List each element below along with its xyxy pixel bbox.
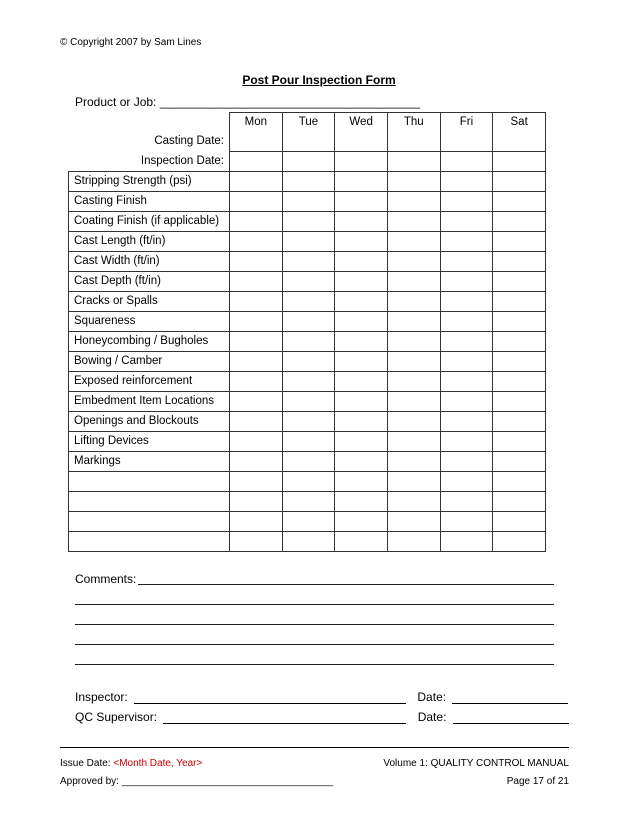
form-title: Post Pour Inspection Form [242, 73, 396, 87]
inspection-date-cell[interactable] [440, 152, 493, 172]
inspection-cell[interactable] [387, 372, 440, 392]
inspection-cell[interactable] [230, 352, 283, 372]
inspection-cell[interactable] [230, 272, 283, 292]
inspection-cell[interactable] [230, 212, 283, 232]
inspection-cell[interactable] [282, 412, 335, 432]
inspection-cell[interactable] [335, 252, 388, 272]
inspection-cell[interactable] [335, 412, 388, 432]
table-row [69, 512, 546, 532]
inspection-cell[interactable] [230, 332, 283, 352]
inspection-cell[interactable] [282, 512, 335, 532]
product-line[interactable]: _______________________________________ [159, 95, 420, 109]
inspection-cell[interactable] [493, 212, 546, 232]
row-label: Openings and Blockouts [69, 412, 230, 432]
inspection-cell[interactable] [282, 432, 335, 452]
row-label: Exposed reinforcement [69, 372, 230, 392]
inspection-cell[interactable] [493, 332, 546, 352]
inspection-cell[interactable] [335, 312, 388, 332]
row-label: Lifting Devices [69, 432, 230, 452]
casting-date-label: Casting Date: [69, 132, 230, 152]
inspection-cell[interactable] [230, 372, 283, 392]
date-label: Date: [417, 710, 447, 724]
inspection-cell[interactable] [335, 352, 388, 372]
inspection-cell[interactable] [440, 432, 493, 452]
inspection-cell[interactable] [335, 472, 388, 492]
inspection-cell[interactable] [335, 492, 388, 512]
day-header: Sat [493, 113, 546, 133]
table-row [69, 292, 546, 312]
inspection-cell[interactable] [335, 272, 388, 292]
inspection-cell[interactable] [335, 292, 388, 312]
inspection-cell[interactable] [493, 252, 546, 272]
row-label: Stripping Strength (psi) [69, 172, 230, 192]
inspection-cell[interactable] [387, 272, 440, 292]
table-row [69, 412, 546, 432]
inspection-cell[interactable] [230, 472, 283, 492]
inspection-cell[interactable] [230, 432, 283, 452]
table-row [69, 352, 546, 372]
issue-date [60, 758, 202, 769]
inspection-cell[interactable] [387, 312, 440, 332]
inspection-cell[interactable] [440, 252, 493, 272]
day-header-row [69, 113, 546, 133]
inspection-cell[interactable] [387, 512, 440, 532]
day-header: Fri [440, 113, 493, 133]
comments-line[interactable] [75, 644, 554, 645]
inspection-cell[interactable] [387, 412, 440, 432]
inspection-cell[interactable] [335, 212, 388, 232]
row-label: Cast Length (ft/in) [69, 232, 230, 252]
row-label [69, 472, 230, 492]
inspection-cell[interactable] [493, 392, 546, 412]
inspector-date-line[interactable] [452, 703, 568, 704]
row-label: Honeycombing / Bugholes [69, 332, 230, 352]
inspection-cell[interactable] [493, 532, 546, 552]
inspection-cell[interactable] [282, 492, 335, 512]
comments-line[interactable] [75, 584, 554, 585]
inspection-cell[interactable] [440, 312, 493, 332]
inspection-cell[interactable] [387, 172, 440, 192]
volume-label: Volume 1: QUALITY CONTROL MANUAL [383, 758, 569, 769]
inspection-date-label: Inspection Date: [69, 152, 230, 172]
inspection-cell[interactable] [440, 392, 493, 412]
inspection-cell[interactable] [230, 192, 283, 212]
inspection-cell[interactable] [493, 412, 546, 432]
inspection-cell[interactable] [440, 352, 493, 372]
inspection-cell[interactable] [440, 512, 493, 532]
inspection-cell[interactable] [282, 272, 335, 292]
inspection-cell[interactable] [387, 492, 440, 512]
inspection-cell[interactable] [493, 432, 546, 452]
day-header: Mon [230, 113, 283, 133]
inspection-cell[interactable] [387, 352, 440, 372]
inspection-date-row [69, 152, 546, 172]
inspector-row [75, 690, 568, 704]
inspection-cell[interactable] [493, 272, 546, 292]
product-or-job-row [75, 95, 420, 109]
table-row [69, 172, 546, 192]
row-label: Markings [69, 452, 230, 472]
inspection-cell[interactable] [282, 332, 335, 352]
inspection-cell[interactable] [440, 492, 493, 512]
date-label: Date: [417, 690, 447, 704]
inspection-cell[interactable] [335, 452, 388, 472]
inspection-cell[interactable] [335, 232, 388, 252]
comments-line[interactable] [75, 604, 554, 605]
row-label [69, 532, 230, 552]
table-row [69, 212, 546, 232]
table-row [69, 372, 546, 392]
row-label: Coating Finish (if applicable) [69, 212, 230, 232]
header-spacer [69, 113, 230, 133]
row-label [69, 512, 230, 532]
inspection-cell[interactable] [493, 372, 546, 392]
inspection-cell[interactable] [282, 452, 335, 472]
inspection-cell[interactable] [440, 212, 493, 232]
inspection-cell[interactable] [282, 292, 335, 312]
inspection-cell[interactable] [335, 372, 388, 392]
inspection-cell[interactable] [335, 512, 388, 532]
inspection-cell[interactable] [230, 232, 283, 252]
table-row [69, 332, 546, 352]
inspection-cell[interactable] [335, 432, 388, 452]
inspection-cell[interactable] [493, 232, 546, 252]
table-row [69, 392, 546, 412]
inspection-cell[interactable] [440, 272, 493, 292]
inspection-cell[interactable] [282, 472, 335, 492]
table-row [69, 492, 546, 512]
casting-date-cell[interactable] [493, 132, 546, 152]
inspection-cell[interactable] [440, 472, 493, 492]
inspection-cell[interactable] [493, 312, 546, 332]
casting-date-cell[interactable] [440, 132, 493, 152]
casting-date-cell[interactable] [335, 132, 388, 152]
inspection-cell[interactable] [440, 452, 493, 472]
product-label: Product or Job: [75, 95, 157, 109]
inspection-cell[interactable] [387, 472, 440, 492]
inspection-cell[interactable] [440, 192, 493, 212]
inspection-cell[interactable] [493, 352, 546, 372]
inspection-cell[interactable] [440, 532, 493, 552]
inspection-cell[interactable] [493, 192, 546, 212]
inspection-grid [68, 112, 546, 552]
day-header: Wed [335, 113, 388, 133]
table-row [69, 532, 546, 552]
row-label: Cast Width (ft/in) [69, 252, 230, 272]
inspection-cell[interactable] [282, 172, 335, 192]
inspector-label: Inspector: [75, 690, 128, 704]
copyright-notice: © Copyright 2007 by Sam Lines [60, 37, 202, 48]
table-row [69, 432, 546, 452]
inspection-cell[interactable] [230, 392, 283, 412]
inspection-date-cell[interactable] [335, 152, 388, 172]
inspection-cell[interactable] [387, 392, 440, 412]
inspection-cell[interactable] [230, 312, 283, 332]
issue-date-value: <Month Date, Year> [113, 758, 203, 769]
inspection-cell[interactable] [230, 172, 283, 192]
inspection-cell[interactable] [493, 472, 546, 492]
table-row [69, 452, 546, 472]
inspection-cell[interactable] [230, 252, 283, 272]
inspection-cell[interactable] [335, 392, 388, 412]
page-number: Page 17 of 21 [506, 776, 569, 787]
qc-supervisor-label: QC Supervisor: [75, 710, 158, 724]
inspection-cell[interactable] [440, 232, 493, 252]
inspection-cell[interactable] [282, 372, 335, 392]
inspection-cell[interactable] [282, 312, 335, 332]
qc-row [75, 710, 569, 724]
inspection-cell[interactable] [230, 512, 283, 532]
casting-date-row [69, 132, 546, 152]
row-label: Casting Finish [69, 192, 230, 212]
inspection-cell[interactable] [282, 192, 335, 212]
inspection-cell[interactable] [230, 532, 283, 552]
table-row [69, 272, 546, 292]
inspection-date-cell[interactable] [282, 152, 335, 172]
inspection-cell[interactable] [440, 292, 493, 312]
day-header: Tue [282, 113, 335, 133]
inspection-cell[interactable] [440, 372, 493, 392]
footer-divider [60, 747, 569, 748]
inspection-cell[interactable] [387, 232, 440, 252]
inspection-cell[interactable] [387, 192, 440, 212]
inspection-cell[interactable] [493, 292, 546, 312]
qc-date-line[interactable] [453, 723, 569, 724]
approved-label: Approved by: [60, 776, 119, 787]
inspection-cell[interactable] [335, 332, 388, 352]
approved-line[interactable]: ______________________________________ [121, 776, 334, 787]
row-label: Embedment Item Locations [69, 392, 230, 412]
inspection-cell[interactable] [440, 412, 493, 432]
inspection-date-cell[interactable] [493, 152, 546, 172]
approved-by [60, 776, 333, 787]
inspection-cell[interactable] [387, 252, 440, 272]
inspection-cell[interactable] [387, 452, 440, 472]
inspection-cell[interactable] [282, 212, 335, 232]
inspection-cell[interactable] [282, 252, 335, 272]
row-label [69, 492, 230, 512]
table-row [69, 472, 546, 492]
inspection-cell[interactable] [282, 232, 335, 252]
inspection-cell[interactable] [282, 392, 335, 412]
inspection-cell[interactable] [230, 452, 283, 472]
row-label: Cracks or Spalls [69, 292, 230, 312]
inspection-date-cell[interactable] [387, 152, 440, 172]
comments-label: Comments: [75, 572, 137, 586]
inspection-cell[interactable] [387, 212, 440, 232]
row-label: Cast Depth (ft/in) [69, 272, 230, 292]
issue-date-label: Issue Date: [60, 758, 111, 769]
inspection-cell[interactable] [387, 432, 440, 452]
inspection-cell[interactable] [387, 292, 440, 312]
inspection-cell[interactable] [230, 412, 283, 432]
inspection-cell[interactable] [493, 452, 546, 472]
table-row [69, 252, 546, 272]
row-label: Squareness [69, 312, 230, 332]
inspection-cell[interactable] [440, 332, 493, 352]
table-row [69, 312, 546, 332]
qc-supervisor-line[interactable] [163, 723, 406, 724]
casting-date-cell[interactable] [387, 132, 440, 152]
inspection-cell[interactable] [493, 172, 546, 192]
table-row [69, 232, 546, 252]
comments-line[interactable] [75, 664, 554, 665]
inspection-cell[interactable] [282, 532, 335, 552]
inspection-cell[interactable] [335, 532, 388, 552]
inspection-cell[interactable] [335, 172, 388, 192]
inspection-cell[interactable] [387, 532, 440, 552]
inspection-date-cell[interactable] [230, 152, 283, 172]
casting-date-cell[interactable] [230, 132, 283, 152]
inspection-cell[interactable] [335, 192, 388, 212]
inspection-cell[interactable] [493, 512, 546, 532]
inspection-cell[interactable] [282, 352, 335, 372]
table-row [69, 192, 546, 212]
comments-line[interactable] [75, 624, 554, 625]
casting-date-cell[interactable] [282, 132, 335, 152]
row-label: Bowing / Camber [69, 352, 230, 372]
inspector-line[interactable] [134, 703, 406, 704]
inspection-cell[interactable] [387, 332, 440, 352]
inspection-cell[interactable] [230, 492, 283, 512]
inspection-cell[interactable] [440, 172, 493, 192]
inspection-cell[interactable] [493, 492, 546, 512]
day-header: Thu [387, 113, 440, 133]
inspection-cell[interactable] [230, 292, 283, 312]
